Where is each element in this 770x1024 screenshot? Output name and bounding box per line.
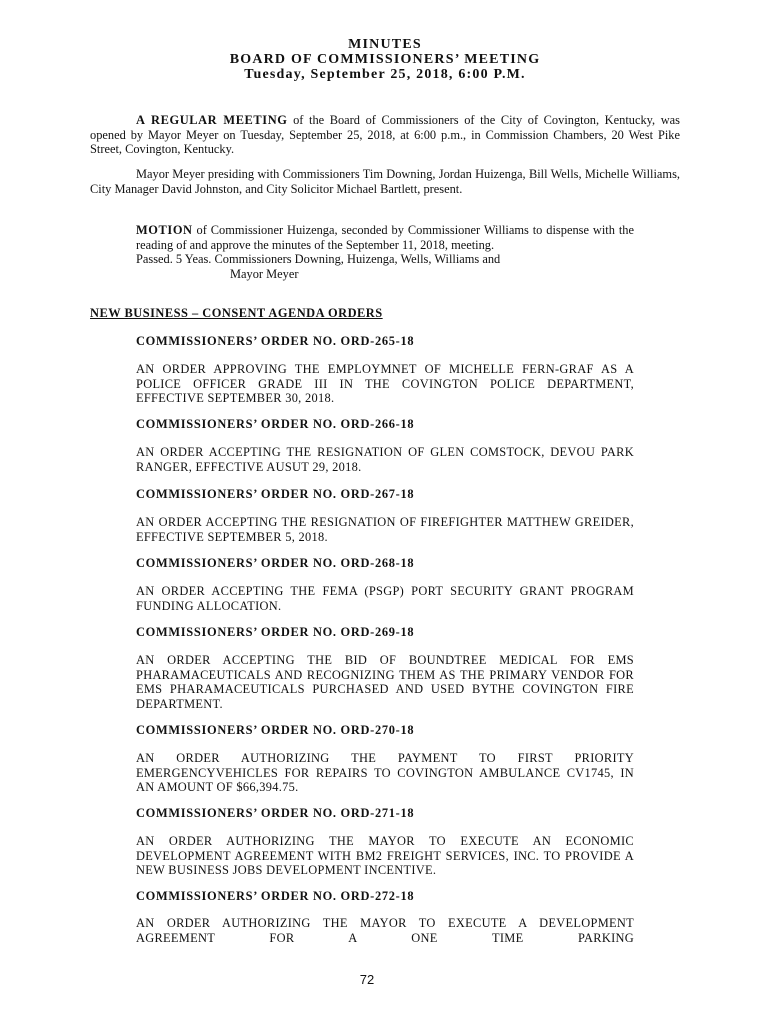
header-title: MINUTES [348, 37, 422, 52]
order-text: AN ORDER ACCEPTING THE RESIGNATION OF GLEN COMSTOCK, DEVOU PARK RANGER, EFFECTIVE AUSUT 29, 2018. [136, 445, 634, 474]
intro-text: of the Board of Commissioners of the City of Covington, Kentucky, was opened by Mayor Meyer on Tuesday, September 25, 2018, at 6:00 p.m., in Commission Chambers, 20 West Pike Street, Covington, Kentucky. [90, 113, 680, 157]
order-text: AN ORDER ACCEPTING THE BID OF BOUNDTREE MEDICAL FOR EMS PHARAMACEUTICALS AND RECOGNIZING THEM AS THE PRIMARY VENDOR FOR EMS PHARAMACEUTICALS PURCHASED AND USED BYTHE COVINGTON FIRE DEPARTMENT. [136, 653, 634, 711]
motion-text: of Commissioner Huizenga, seconded by Commissioner Williams to dispense with the reading of and approve the minutes of the September 11, 2018, meeting. [136, 223, 634, 252]
order-text: AN ORDER AUTHORIZING THE MAYOR TO EXECUTE AN ECONOMIC DEVELOPMENT AGREEMENT WITH BM2 FREIGHT SERVICES, INC. TO PROVIDE A NEW BUSINESS JOBS DEVELOPMENT INCENTIVE. [136, 834, 634, 878]
order-heading: COMMISSIONERS’ ORDER NO. ORD-268-18 [136, 556, 415, 570]
order-text: AN ORDER APPROVING THE EMPLOYMNET OF MICHELLE FERN-GRAF AS A POLICE OFFICER GRADE III IN THE COVINGTON POLICE DEPARTMENT, EFFECTIVE SEPTEMBER 30, 2018. [136, 362, 634, 406]
order-text: AN ORDER AUTHORIZING THE PAYMENT TO FIRST PRIORITY EMERGENCYVEHICLES FOR REPAIRS TO COVINGTON AMBULANCE CV1745, IN AN AMOUNT OF $66,394.75. [136, 751, 634, 795]
passed-text-continued: Mayor Meyer [230, 266, 299, 281]
order-heading: COMMISSIONERS’ ORDER NO. ORD-265-18 [136, 334, 415, 348]
attendance-paragraph: Mayor Meyer presiding with Commissioners Tim Downing, Jordan Huizenga, Bill Wells, Michelle Williams, City Manager David Johnston, and City Solicitor Michael Bartlett, present. [90, 167, 680, 196]
order-text: AN ORDER ACCEPTING THE FEMA (PSGP) PORT SECURITY GRANT PROGRAM FUNDING ALLOCATION. [136, 584, 634, 613]
intro-lead: A REGULAR MEETING [136, 113, 288, 127]
order-heading: COMMISSIONERS’ ORDER NO. ORD-270-18 [136, 723, 415, 737]
section-title: NEW BUSINESS – CONSENT AGENDA ORDERS [90, 306, 383, 320]
order-heading: COMMISSIONERS’ ORDER NO. ORD-271-18 [136, 806, 415, 820]
motion-block [136, 223, 634, 281]
order-heading: COMMISSIONERS’ ORDER NO. ORD-269-18 [136, 625, 415, 639]
page-number: 72 [359, 972, 375, 987]
minutes-header [0, 37, 770, 82]
motion-lead: MOTION [136, 223, 193, 237]
header-date: Tuesday, September 25, 2018, 6:00 P.M. [244, 67, 526, 82]
order-text: AN ORDER ACCEPTING THE RESIGNATION OF FIREFIGHTER MATTHEW GREIDER, EFFECTIVE SEPTEMBER 5, 2018. [136, 515, 634, 544]
order-heading: COMMISSIONERS’ ORDER NO. ORD-266-18 [136, 417, 415, 431]
motion-paragraph [136, 223, 634, 252]
header-board: BOARD OF COMMISSIONERS’ MEETING [229, 52, 541, 67]
intro-paragraph [90, 113, 680, 157]
order-heading: COMMISSIONERS’ ORDER NO. ORD-267-18 [136, 487, 415, 501]
passed-text: . 5 Yeas. Commissioners Downing, Huizenga, Wells, Williams and [169, 252, 501, 267]
order-text: AN ORDER AUTHORIZING THE MAYOR TO EXECUTE A DEVELOPMENT AGREEMENT FOR A ONE TIME PARKING [136, 916, 634, 945]
motion-passed [136, 252, 634, 267]
passed-label: Passed [136, 252, 170, 267]
order-heading: COMMISSIONERS’ ORDER NO. ORD-272-18 [136, 889, 415, 903]
